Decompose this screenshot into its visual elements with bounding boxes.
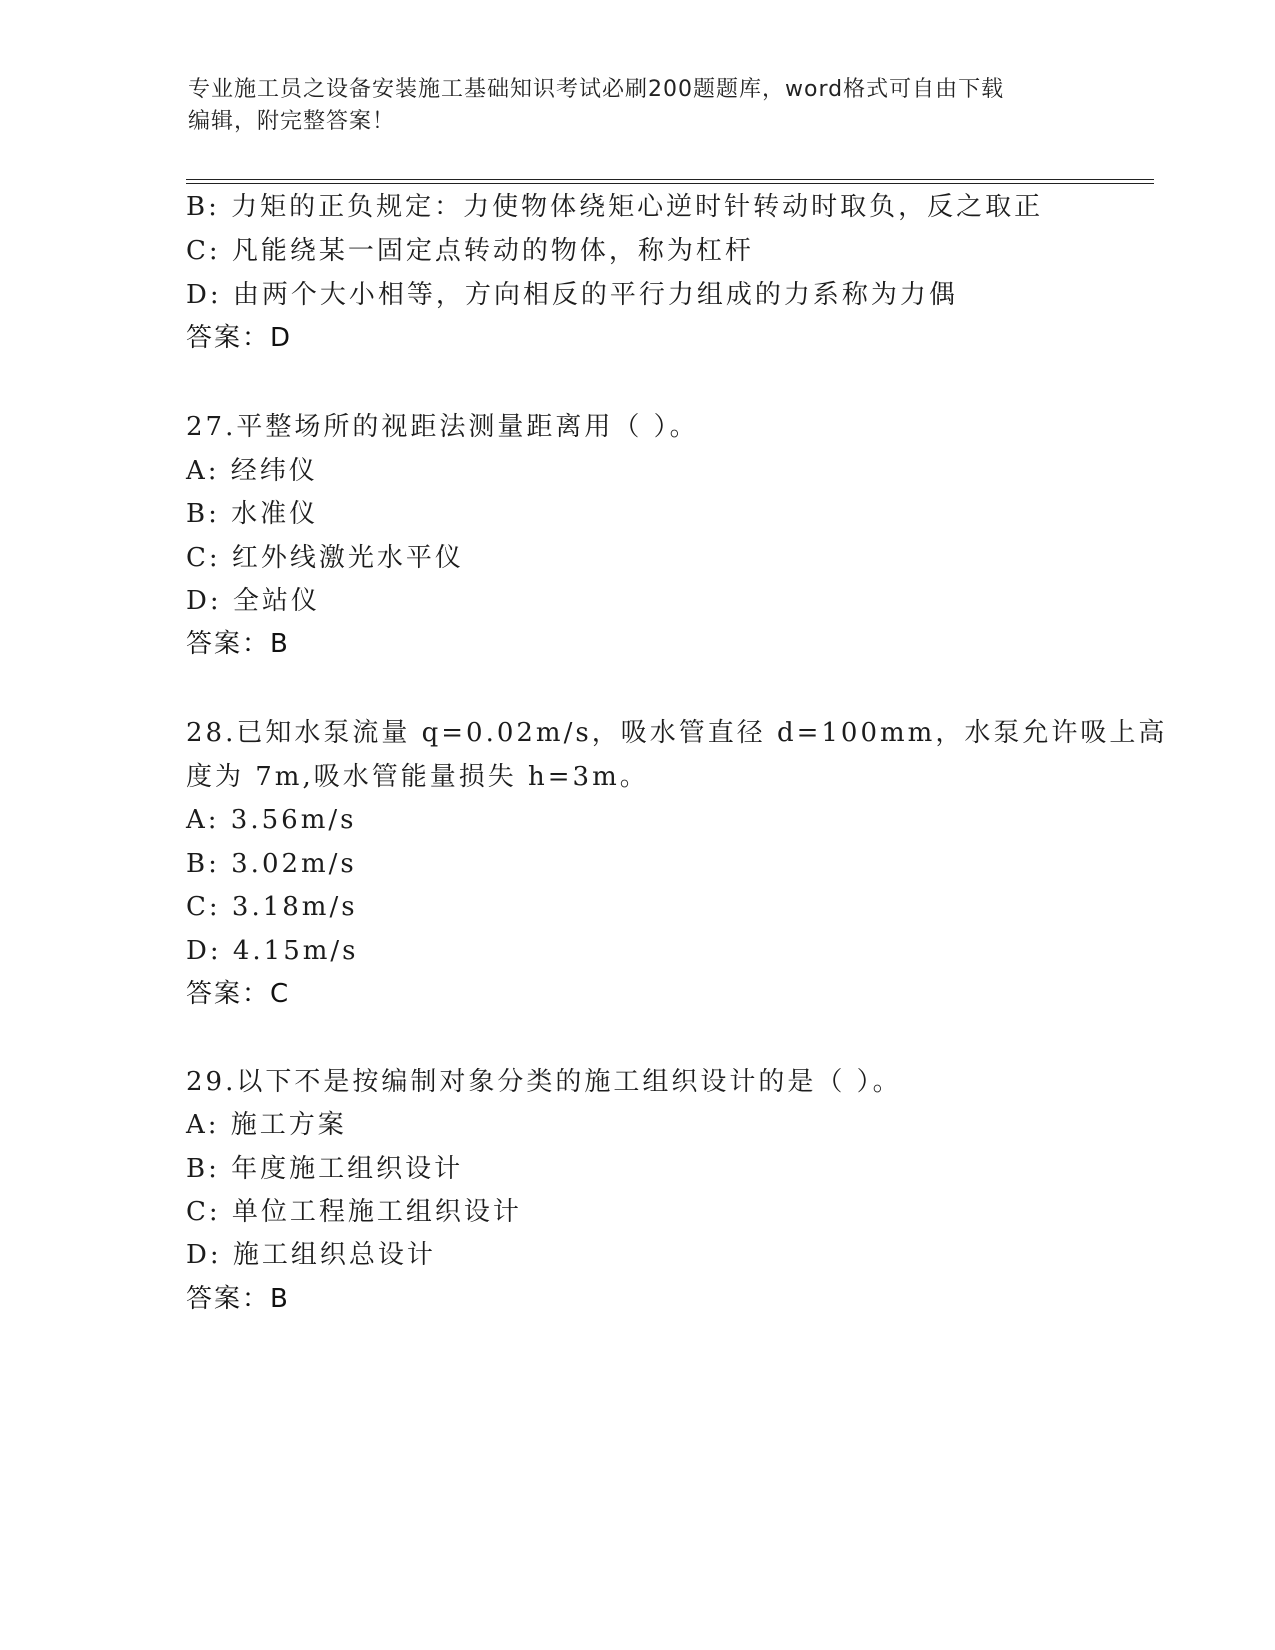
q27-option-a: A: 经纬仪 xyxy=(186,456,318,486)
header-title-line-2: 编辑，附完整答案！ xyxy=(188,109,396,134)
q26-option-d: D: 由两个大小相等，方向相反的平行力组成的力系称为力偶 xyxy=(186,280,958,310)
document-header xyxy=(188,74,1068,138)
q27-option-c: C: 红外线激光水平仪 xyxy=(186,543,464,573)
q28-question-line-1: 28.已知水泵流量 q=0.02m/s，吸水管直径 d=100mm，水泵允许吸上高 xyxy=(186,718,1168,748)
q28-answer: 答案：C xyxy=(186,979,291,1009)
q28-option-b: B: 3.02m/s xyxy=(186,849,357,879)
q29-option-d: D: 施工组织总设计 xyxy=(186,1240,436,1270)
q26-option-c: C: 凡能绕某一固定点转动的物体，称为杠杆 xyxy=(186,236,754,266)
q29-option-a: A: 施工方案 xyxy=(186,1110,347,1140)
q28-question-line-2: 度为 7m,吸水管能量损失 h=3m。 xyxy=(186,762,649,792)
q26-answer: 答案：D xyxy=(186,323,293,353)
q28-option-d: D: 4.15m/s xyxy=(186,936,359,966)
q27-option-b: B: 水准仪 xyxy=(186,499,319,529)
q28-option-c: C: 3.18m/s xyxy=(186,892,358,922)
q29-option-c: C: 单位工程施工组织设计 xyxy=(186,1197,522,1227)
q29-answer: 答案：B xyxy=(186,1284,290,1314)
header-title-line-1: 专业施工员之设备安装施工基础知识考试必刷200题题库，word格式可自由下载 xyxy=(188,77,1005,102)
q27-answer: 答案：B xyxy=(186,629,290,659)
q29-option-b: B: 年度施工组织设计 xyxy=(186,1154,464,1184)
q26-option-b: B: 力矩的正负规定：力使物体绕矩心逆时针转动时取负，反之取正 xyxy=(186,192,1044,222)
q27-option-d: D: 全站仪 xyxy=(186,586,320,616)
header-divider xyxy=(186,179,1154,184)
q28-option-a: A: 3.56m/s xyxy=(186,805,357,835)
q29-question: 29.以下不是按编制对象分类的施工组织设计的是（ ）。 xyxy=(186,1067,902,1097)
q27-question: 27.平整场所的视距法测量距离用（ ）。 xyxy=(186,412,699,442)
